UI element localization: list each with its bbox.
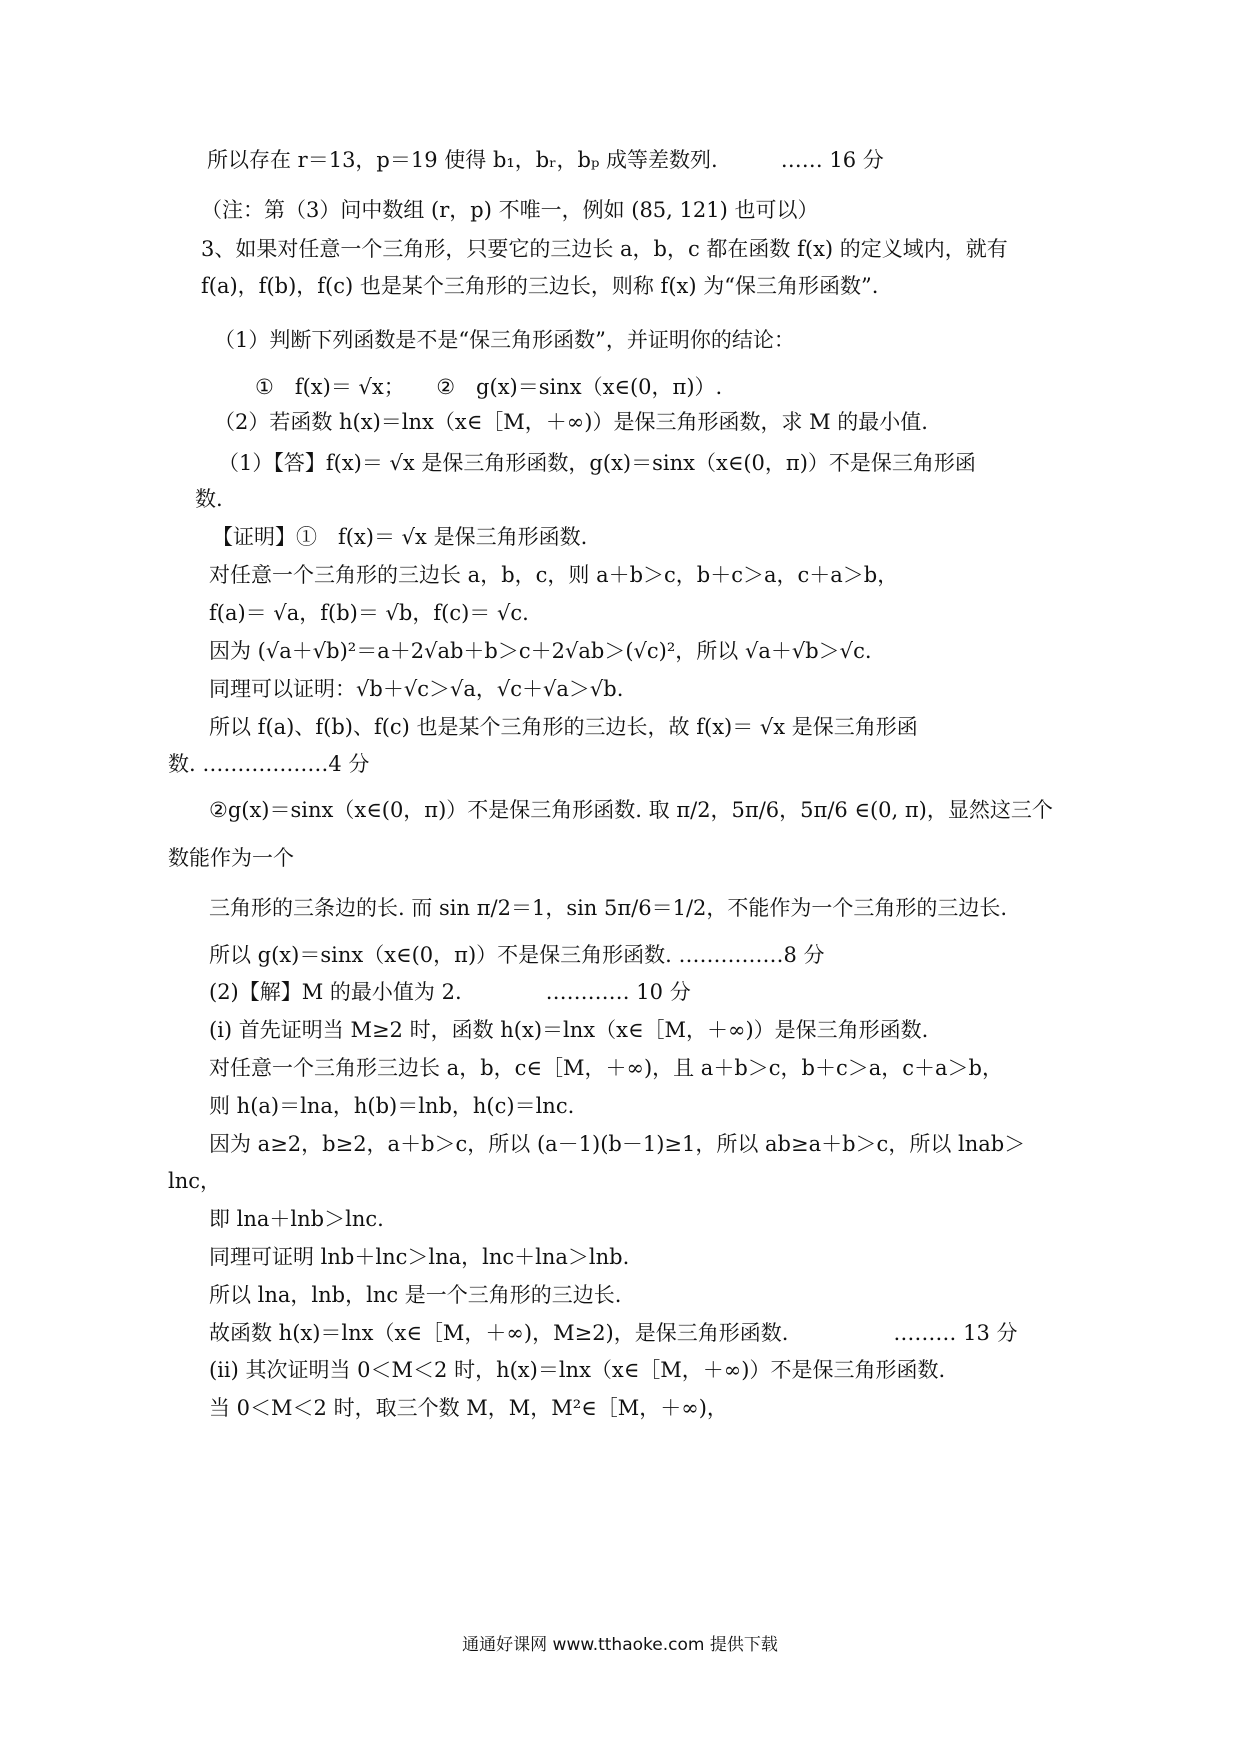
text-line: 数. [195,487,223,511]
text-line: 数. ………………4 分 [168,752,370,776]
text-line: lnc， [168,1169,222,1193]
text-line: 【证明】① f(x)＝ √x 是保三角形函数. [212,525,588,549]
text-line: 所以 lna，lnb，lnc 是一个三角形的三边长. [209,1283,622,1307]
text-line: （2）若函数 h(x)＝lnx（x∈［M，＋∞)）是保三角形函数，求 M 的最小值. [214,410,928,434]
text-line: ① f(x)＝ √x； ② g(x)＝sinx（x∈(0，π)）. [255,375,723,399]
text-line: 因为 (√a＋√b)²＝a＋2√ab＋b＞c＋2√ab＞(√c)²，所以 √a＋√b＞√c. [209,639,872,663]
text-line: 所以 f(a)、f(b)、f(c) 也是某个三角形的三边长，故 f(x)＝ √x 是保三角形函 [209,715,918,739]
text-line: 所以存在 r＝13，p＝19 使得 b₁，bᵣ，bₚ 成等差数列. …… 16 分 [207,148,884,172]
text-line: f(a)＝ √a，f(b)＝ √b，f(c)＝ √c. [209,601,529,625]
text-line: 因为 a≥2，b≥2，a＋b＞c，所以 (a－1)(b－1)≥1，所以 ab≥a＋b＞c，所以 lnab＞ [209,1132,1026,1156]
text-line: 故函数 h(x)＝lnx（x∈［M，＋∞)，M≥2)，是保三角形函数. ……… 13 分 [209,1321,1018,1345]
text-line: 则 h(a)＝lna，h(b)＝lnb，h(c)＝lnc. [209,1094,575,1118]
text-line: 同理可证明 lnb＋lnc＞lna，lnc＋lna＞lnb. [209,1245,630,1269]
text-line: （注：第（3）问中数组 (r，p) 不唯一，例如 (85, 121) 也可以） [201,198,819,222]
text-line: 对任意一个三角形的三边长 a，b，c，则 a＋b＞c，b＋c＞a，c＋a＞b， [209,563,899,587]
text-line: 当 0＜M＜2 时，取三个数 M，M，M²∈［M，＋∞)， [209,1396,728,1420]
text-line: （1）判断下列函数是不是“保三角形函数”，并证明你的结论： [214,328,795,352]
text-line: (ii) 其次证明当 0＜M＜2 时，h(x)＝lnx（x∈［M，＋∞)）不是保三角形函数. [209,1358,946,1382]
text-line: 所以 g(x)＝sinx（x∈(0，π)）不是保三角形函数. ……………8 分 [209,943,825,967]
text-line: 对任意一个三角形三边长 a，b，c∈［M，＋∞)，且 a＋b＞c，b＋c＞a，c＋a＞b， [209,1056,1003,1080]
text-line: 即 lna＋lnb＞lnc. [209,1207,384,1231]
text-line: （1）【答】f(x)＝ √x 是保三角形函数，g(x)＝sinx（x∈(0，π)）不是保三角形函 [218,451,976,475]
text-line: (2)【解】M 的最小值为 2. ………… 10 分 [209,980,691,1004]
text-line: 同理可以证明：√b＋√c＞√a，√c＋√a＞√b. [209,677,624,701]
text-line: f(a)，f(b)，f(c) 也是某个三角形的三边长，则称 f(x) 为“保三角形函数”. [201,274,879,298]
text-line: (i) 首先证明当 M≥2 时，函数 h(x)＝lnx（x∈［M，＋∞)）是保三角形函数. [209,1018,929,1042]
text-line: ②g(x)＝sinx（x∈(0，π)）不是保三角形函数. 取 π/2，5π/6，5π/6 ∈(0, π)，显然这三个 [209,798,1053,822]
text-line: 三角形的三条边的长. 而 sin π/2＝1，sin 5π/6＝1/2，不能作为一个三角形的三边长. [209,896,1008,920]
page-footer: 通通好课网 www.tthaoke.com 提供下载 [462,1635,778,1655]
text-line: 3、如果对任意一个三角形，只要它的三边长 a，b，c 都在函数 f(x) 的定义域内，就有 [201,237,1008,261]
text-line: 数能作为一个 [168,846,294,870]
